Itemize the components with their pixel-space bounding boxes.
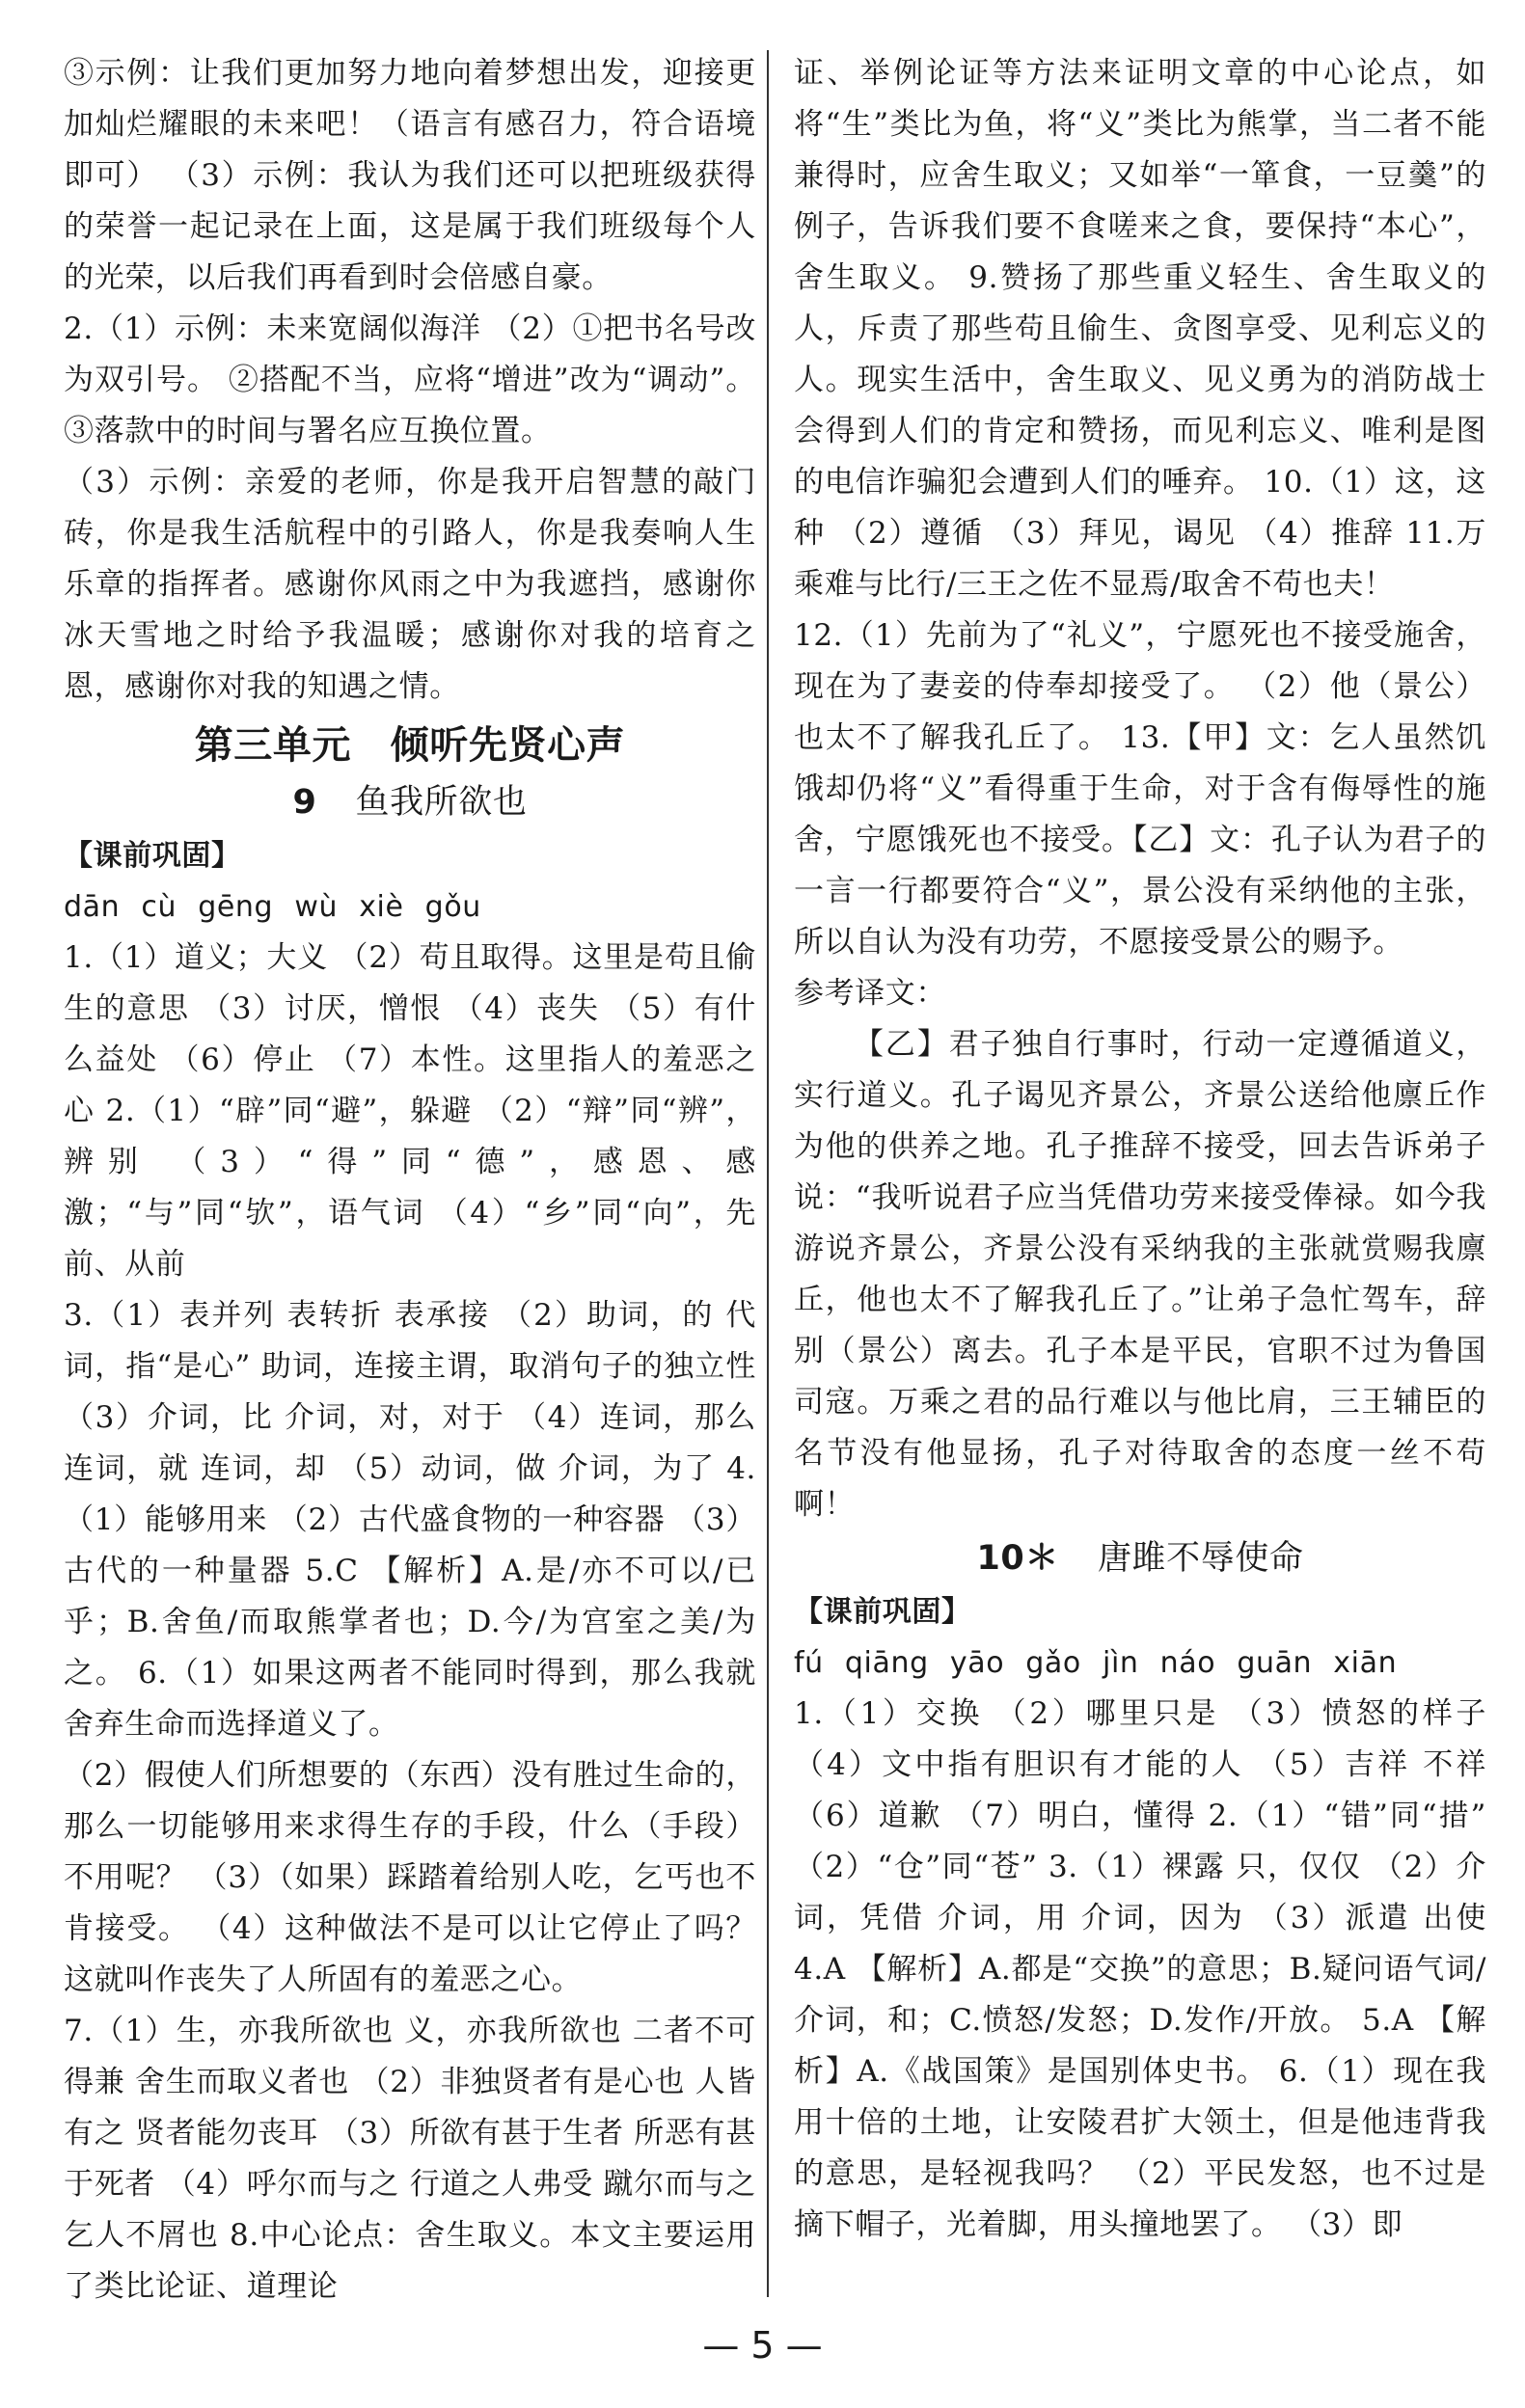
translation-label: 参考译文： [794,976,946,1011]
section-label: 【课前巩固】 [794,1595,971,1629]
answer-block: 2.（1）示例：未来宽阔似海洋 （2）①把书名号改为双引号。 ②搭配不当，应将“增进”改为“调动”。 ③落款中的时间与署名应互换位置。 [64,311,756,448]
answer-block: 7.（1）生，亦我所欲也 义，亦我所欲也 二者不可得兼 舍生而取义者也 （2）非独贤者有是心也 人皆有之 贤者能勿丧耳 （3）所欲有甚于生者 所恶有甚于死者 （4）呼尔而与之 行道之人弗受 蹴尔而与之 乞人不屑也 8.中心论点：舍生取义。本文主要运用了类比论证、道理论 [64,2014,756,2304]
pinyin-line: dān cù gēng wù xiè gǒu [64,890,481,924]
pinyin-line: fú qiāng yāo gǎo jìn náo guān xiān [794,1646,1398,1680]
right-column [794,48,1486,2251]
lesson-name: 鱼我所欲也 [355,783,528,822]
section-label: 【课前巩固】 [64,839,241,873]
translation-text: 【乙】君子独自行事时，行动一定遵循道义，实行道义。孔子谒见齐景公，齐景公送给他廪丘作为他的供养之地。孔子推辞不接受，回去告诉弟子说：“我听说君子应当凭借功劳来接受俸禄。如今我游说齐景公，齐景公没有采纳我的主张就赏赐我廪丘，他也太不了解我孔丘了。”让弟子急忙驾车，辞别（景公）离去。孔子本是平民，官职不过为鲁国司寇。万乘之君的品行难以与他比肩，三王辅臣的名节没有他显扬，孔子对待取舍的态度一丝不苟啊！ [794,1027,1486,1522]
column-divider [767,50,769,2297]
unit-title: 第三单元 倾听先贤心声 [194,723,626,768]
lesson-name: 唐雎不辱使命 [1097,1539,1304,1578]
left-column [64,48,756,2313]
answer-block: 3.（1）表并列 表转折 表承接 （2）助词，的 代词，指“是心” 助词，连接主谓，取消句子的独立性 （3）介词，比 介词，对，对于 （4）连词，那么 连词，就 连词，却 （5）动词，做 介词，为了 4.（1）能够用来 （2）古代盛食物的一种容器 （3）古代的一种量器 5.C 【解析】A.是/亦不可以/已乎；B.舍鱼/而取熊掌者也；D.今/为宫室之美/为之。 6.（1）如果这两者不能同时得到，那么我就舍弃生命而选择道义了。 [64,1298,756,1742]
answer-block: 1.（1）交换 （2）哪里只是 （3）愤怒的样子 （4）文中指有胆识有才能的人 （5）吉祥 不祥 （6）道歉 （7）明白，懂得 2.（1）“错”同“措” （2）“仓”同“苍” 3.（1）裸露 只，仅仅 （2）介词，凭借 介词，用 介词，因为 （3）派遣 出使 4.A 【解析】A.都是“交换”的意思；B.疑问语气词/介词，和；C.愤怒/发怒；D.发作/开放。 5.A 【解析】A.《战国策》是国别体史书。 6.（1）现在我用十倍的土地，让安陵君扩大领土，但是他违背我的意思，是轻视我吗？ （2）平民发怒，也不过是摘下帽子，光着脚，用头撞地罢了。 （3）即 [794,1696,1486,2242]
answer-block: 12.（1）先前为了“礼义”，宁愿死也不接受施舍，现在为了妻妾的侍奉却接受了。 （2）他（景公）也太不了解我孔丘了。 13.【甲】文：乞人虽然饥饿却仍将“义”看得重于生命，对于含有侮辱性的施舍，宁愿饿死也不接受。【乙】文：孔子认为君子的一言一行都要符合“义”，景公没有采纳他的主张，所以自认为没有功劳，不愿接受景公的赐予。 [794,618,1486,960]
lesson-title [64,774,756,830]
lesson-number: 10＊ [976,1539,1059,1578]
lesson-number: 9 [292,783,317,822]
answer-block: 证、举例论证等方法来证明文章的中心论点，如将“生”类比为鱼，将“义”类比为熊掌，当二者不能兼得时，应舍生取义；又如举“一箪食，一豆羹”的例子，告诉我们要不食嗟来之食，要保持“本心”，舍生取义。 9.赞扬了那些重义轻生、舍生取义的人，斥责了那些苟且偷生、贪图享受、见利忘义的人。现实生活中，舍生取义、见义勇为的消防战士会得到人们的肯定和赞扬，而见利忘义、唯利是图的电信诈骗犯会遭到人们的唾弃。 10.（1）这，这种 （2）遵循 （3）拜见，谒见 （4）推辞 11.万乘难与比行/三王之佐不显焉/取舍不苟也夫！ [794,56,1486,602]
answer-block: （3）示例：亲爱的老师，你是我开启智慧的敲门砖，你是我生活航程中的引路人，你是我奏响人生乐章的指挥者。感谢你风雨之中为我遮挡，感谢你冰天雪地之时给予我温暖；感谢你对我的培育之恩，感谢你对我的知遇之情。 [64,465,756,704]
answer-block: 1.（1）道义；大义 （2）苟且取得。这里是苟且偷生的意思 （3）讨厌，憎恨 （4）丧失 （5）有什么益处 （6）停止 （7）本性。这里指人的羞恶之心 2.（1）“辟”同“避”，躲避 （2）“辩”同“辨”，辨别 （3）“得”同“德”，感恩、感激；“与”同“欤”，语气词 （4）“乡”同“向”，先前、从前 [64,940,756,1282]
page-number: — 5 — [702,2324,823,2367]
answer-block: （2）假使人们所想要的（东西）没有胜过生命的，那么一切能够用来求得生存的手段，什么（手段）不用呢？ （3）（如果）踩踏着给别人吃，乞丐也不肯接受。 （4）这种做法不是可以让它停止了吗？这就叫作丧失了人所固有的羞恶之心。 [64,1758,756,1997]
lesson-title [794,1530,1486,1586]
answer-block: ③示例：让我们更加努力地向着梦想出发，迎接更加灿烂耀眼的未来吧！（语言有感召力，符合语境即可） （3）示例：我认为我们还可以把班级获得的荣誉一起记录在上面，这是属于我们班级每个人的光荣，以后我们再看到时会倍感自豪。 [64,56,756,295]
